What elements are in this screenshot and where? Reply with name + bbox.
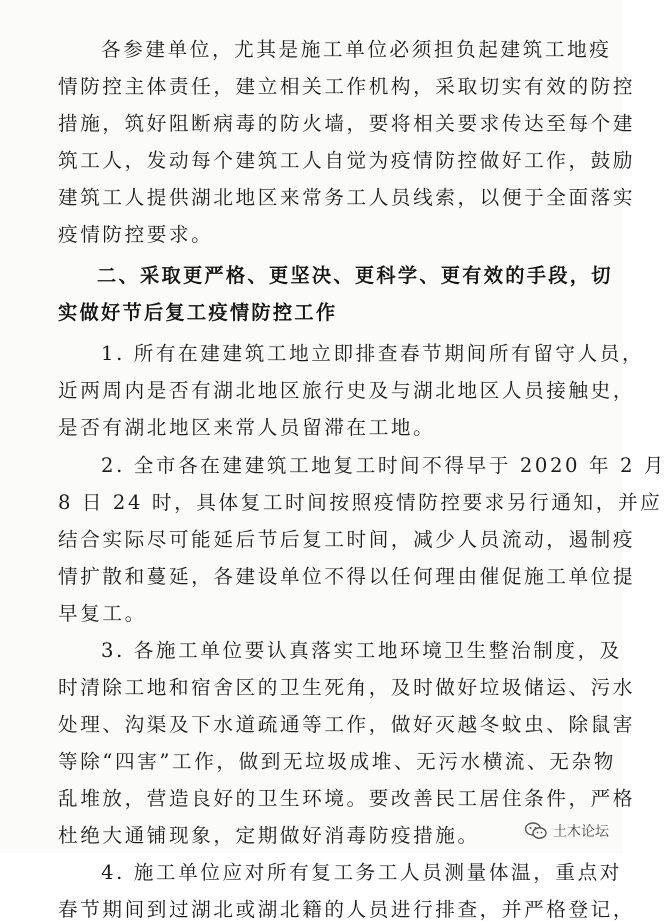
text-line: 早复工。 xyxy=(58,602,147,625)
text-line: 情扩散和蔓延，各建设单位不得以任何理由催促施工单位提 xyxy=(58,565,636,588)
text-line: 3. 各施工单位要认真落实工地环境卫生整治制度，及 xyxy=(101,639,622,662)
wechat-icon xyxy=(525,822,547,840)
text-line: 春节期间到过湖北或湖北籍的人员进行排查，并严格登记， xyxy=(58,898,636,921)
text-line: 建筑工人提供湖北地区来常务工人员线索，以便于全面落实 xyxy=(58,186,636,209)
watermark xyxy=(525,821,609,841)
text-line: 近两周内是否有湖北地区旅行史及与湖北地区人员接触史， xyxy=(58,379,636,402)
text-line: 疫情防控要求。 xyxy=(58,223,214,246)
text-line: 结合实际尽可能延后节后复工时间，减少人员流动，遏制疫 xyxy=(58,528,636,551)
text-line: 处理、沟渠及下水道疏通等工作，做好灭越冬蚊虫、除鼠害 xyxy=(58,713,636,736)
heading-line: 二、采取更严格、更坚决、更科学、更有效的手段，切 xyxy=(97,264,613,287)
text-line: 等除“四害”工作，做到无垃圾成堆、无污水横流、无杂物 xyxy=(58,750,616,773)
text-line: 时清除工地和宿舍区的卫生死角，及时做好垃圾储运、污水 xyxy=(58,676,636,699)
text-line: 各参建单位，尤其是施工单位必须担负起建筑工地疫 xyxy=(101,38,612,61)
text-line: 8 日 24 时，具体复工时间按照疫情防控要求另行通知，并应 xyxy=(58,491,663,514)
text-line: 2. 全市各在建建筑工地复工时间不得早于 2020 年 2 月 xyxy=(101,454,666,477)
watermark-text: 土木论坛 xyxy=(553,824,609,840)
text-line: 1. 所有在建建筑工地立即排查春节期间所有留守人员， xyxy=(101,342,645,365)
text-line: 4. 施工单位应对所有复工务工人员测量体温，重点对 xyxy=(101,861,622,884)
text-line: 杜绝大通铺现象，定期做好消毒防疫措施。 xyxy=(58,824,480,847)
text-line: 情防控主体责任，建立相关工作机构，采取切实有效的防控 xyxy=(58,75,636,98)
text-line: 措施，筑好阻断病毒的防火墙，要将相关要求传达至每个建 xyxy=(58,112,636,135)
text-line: 筑工人，发动每个建筑工人自觉为疫情防控做好工作，鼓励 xyxy=(58,149,636,172)
text-line: 是否有湖北地区来常人员留滞在工地。 xyxy=(58,416,436,439)
heading-line: 实做好节后复工疫情防控工作 xyxy=(58,301,338,324)
text-line: 乱堆放，营造良好的卫生环境。要改善民工居住条件，严格 xyxy=(58,787,636,810)
